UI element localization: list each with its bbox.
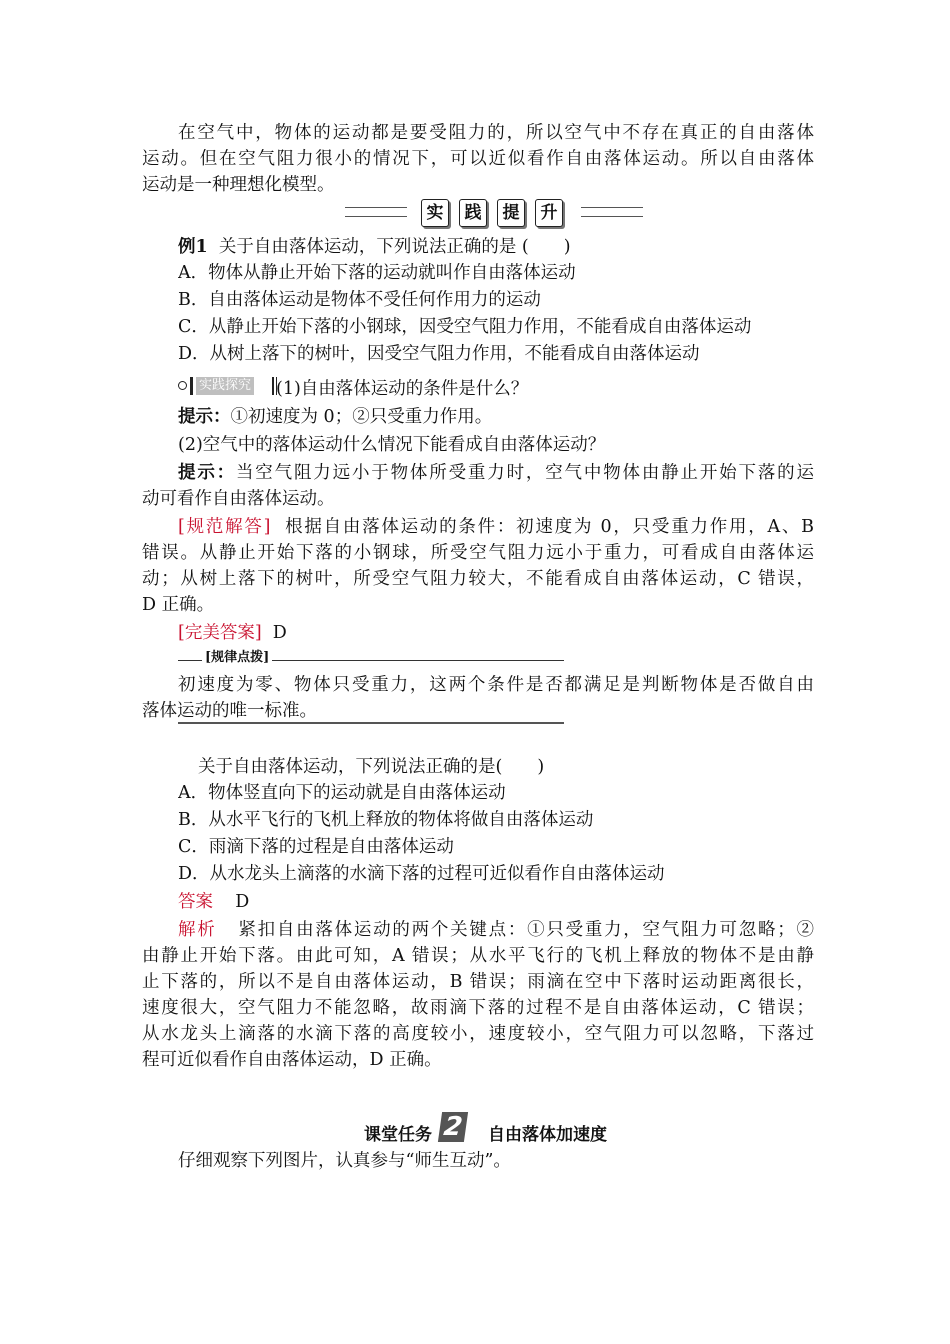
explore-tag-label: 实践探究	[196, 377, 254, 395]
example-option-c: C．从静止开始下落的小钢球，因受空气阻力作用，不能看成自由落体运动	[178, 317, 752, 337]
banner-left-rule	[345, 207, 407, 217]
practice-answer-value: D	[235, 892, 250, 912]
bullet-circle-icon	[178, 381, 187, 390]
solution-label: [规范解答]	[178, 517, 271, 537]
banner-char: 践	[459, 199, 487, 227]
explore-question-1: (1)自由落体运动的条件是什么？	[276, 379, 529, 399]
intro-line-2: 运动。但在空气阻力很小的情况下，可以近似看作自由落体运动。所以自由落体	[142, 149, 814, 169]
analysis-line-3: 止下落的，所以不是自由落体运动，B 错误；雨滴在空中下落时运动距离很长，	[142, 972, 814, 992]
intro-line-1: 在空气中，物体的运动都是要受阻力的，所以空气中不存在真正的自由落体	[178, 123, 814, 143]
explore-question-2: (2)空气中的落体运动什么情况下能看成自由落体运动？	[178, 435, 606, 455]
banner-right-rule	[581, 207, 643, 217]
explore-answer-1	[178, 404, 814, 430]
practice-option-a: A．物体竖直向下的运动就是自由落体运动	[178, 783, 506, 803]
task-title: 自由落体加速度	[488, 1125, 607, 1145]
tip-footer-rule	[178, 722, 564, 724]
tip-title: [规律点拨]	[202, 648, 272, 668]
practice-answer-label: 答案	[178, 892, 213, 912]
hint-text: 当空气阻力远小于物体所受重力时，空气中物体由静止开始下落的运	[235, 463, 814, 483]
analysis-line-2: 由静止开始下落。由此可知，A 错误；从水平飞行的飞机上释放的物体不是由静	[142, 946, 814, 966]
tip-header	[178, 648, 564, 668]
tag-bar	[272, 377, 274, 395]
analysis-text: 紧扣自由落体运动的两个关键点：①只受重力，空气阻力可忽略；②	[238, 920, 814, 940]
hint-label: 提示：	[178, 463, 236, 483]
banner-char: 实	[421, 199, 449, 227]
practice-option-c: C．雨滴下落的过程是自由落体运动	[178, 837, 454, 857]
analysis-label: 解析	[178, 920, 217, 940]
banner-char: 升	[535, 199, 563, 227]
tip-line-1: 初速度为零、物体只受重力，这两个条件是否都满足是判断物体是否做自由	[178, 675, 814, 695]
perfect-answer	[178, 620, 814, 646]
analysis-line-5: 从水龙头上滴落的水滴下落的高度较小，速度较小，空气阻力可以忽略，下落过	[142, 1024, 814, 1044]
task-intro: 仔细观察下列图片，认真参与“师生互动”。	[178, 1151, 511, 1171]
explore-answer-2-line-1	[178, 460, 814, 486]
solution-line-2: 错误。从静止开始下落的小钢球，所受空气阻力远小于重力，可看成自由落体运	[142, 543, 814, 563]
task-heading	[364, 1112, 664, 1148]
example-question-text: 关于自由落体运动，下列说法正确的是 ( )	[218, 237, 571, 257]
solution-text: 根据自由落体运动的条件：初速度为 0，只受重力作用，A、B	[285, 517, 814, 537]
example-option-d: D．从树上落下的树叶，因受空气阻力作用，不能看成自由落体运动	[178, 344, 700, 364]
answer-value: D	[272, 623, 287, 643]
example-label: 例1	[178, 237, 208, 257]
hint-text: ①初速度为 0；②只受重力作用。	[230, 407, 493, 427]
example-option-a: A．物体从静止开始下落的运动就叫作自由落体运动	[178, 263, 576, 283]
answer-label: [完美答案]	[178, 623, 262, 643]
intro-line-3: 运动是一种理想化模型。	[142, 175, 335, 195]
example-question	[178, 234, 814, 260]
task-number-badge: 2	[438, 1112, 468, 1142]
hint-label: 提示：	[178, 407, 231, 427]
practice-banner	[345, 198, 645, 228]
practice-question: 关于自由落体运动，下列说法正确的是( )	[198, 757, 545, 777]
practice-option-d: D．从水龙头上滴落的水滴下落的过程可近似看作自由落体运动	[178, 864, 665, 884]
tip-line-2: 落体运动的唯一标准。	[142, 701, 317, 721]
analysis-line-1	[178, 917, 814, 943]
practice-option-b: B．从水平飞行的飞机上释放的物体将做自由落体运动	[178, 810, 594, 830]
banner-char: 提	[497, 199, 525, 227]
practice-answer	[178, 889, 814, 915]
tag-bar	[190, 377, 193, 395]
analysis-line-6: 程可近似看作自由落体运动，D 正确。	[142, 1050, 442, 1070]
solution-line-3: 动；从树上落下的树叶，所受空气阻力较大，不能看成自由落体运动，C 错误，	[142, 569, 814, 589]
solution-line-4: D 正确。	[142, 595, 215, 615]
example-option-b: B．自由落体运动是物体不受任何作用力的运动	[178, 290, 541, 310]
solution-line-1	[178, 514, 814, 540]
analysis-line-4: 速度很大，空气阻力不能忽略，故雨滴下落的过程不是自由落体运动，C 错误；	[142, 998, 814, 1018]
explore-answer-2-line-2: 动可看作自由落体运动。	[142, 489, 335, 509]
task-prefix: 课堂任务	[364, 1125, 432, 1145]
